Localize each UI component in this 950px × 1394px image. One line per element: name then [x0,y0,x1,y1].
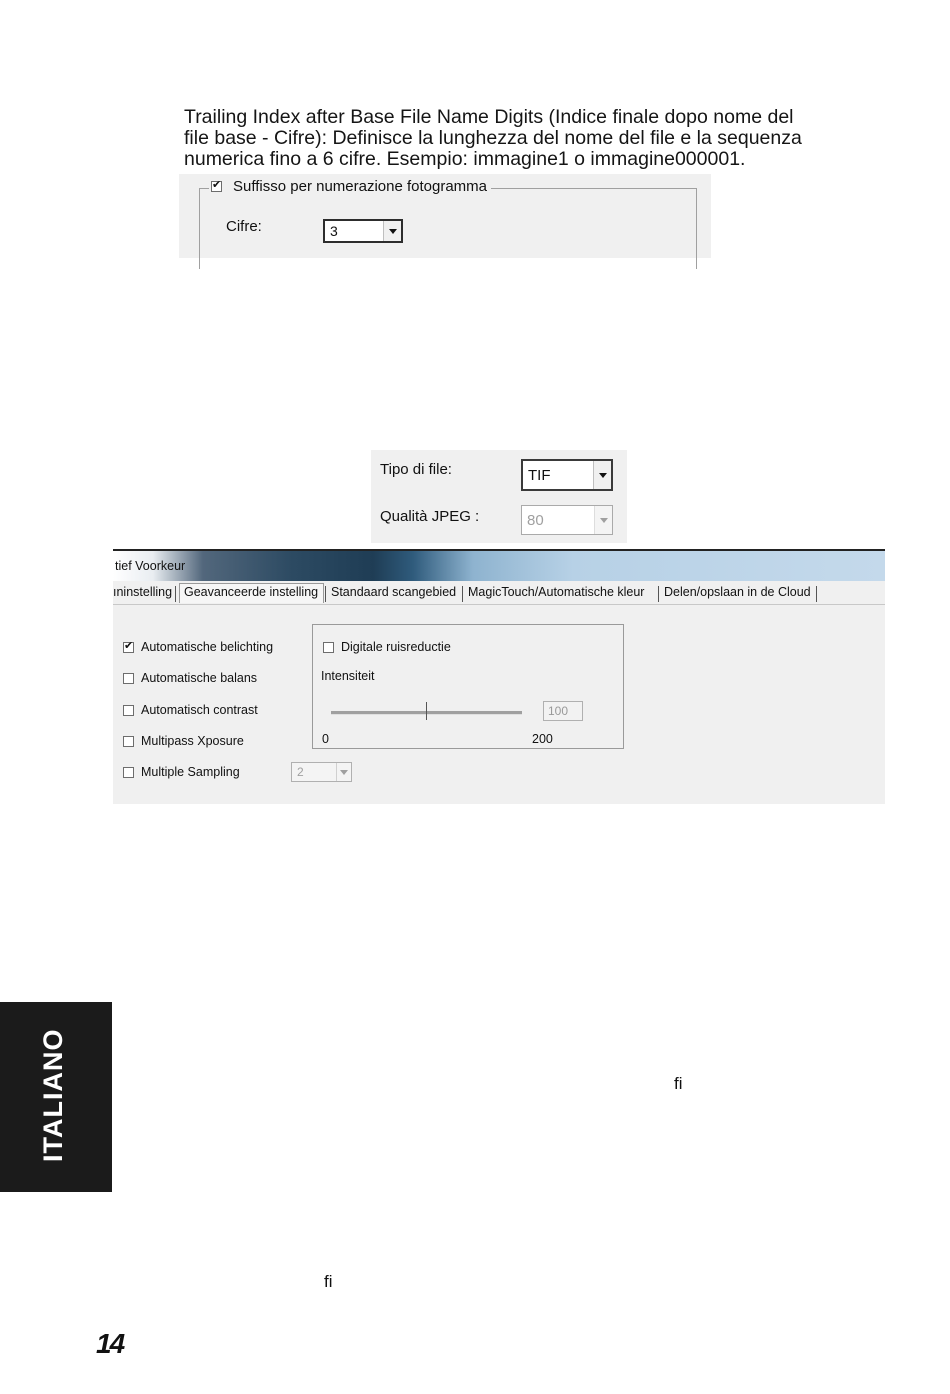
option-checkbox[interactable] [123,767,134,778]
paragraph-line: file base - Cifre): Definisce la lunghezza del nome del file e la sequenza [184,127,802,149]
digits-dropdown[interactable] [323,219,403,243]
suffix-checkbox-label: Suffisso per numerazione fotogramma [233,178,488,195]
paragraph-line: numerica fino a 6 cifre. Esempio: immagine1 o immagine000001. [184,148,746,170]
noise-reduction-label: Digitale ruisreductie [341,640,451,654]
file-type-dropdown[interactable] [521,459,613,491]
option-checkbox[interactable] [123,736,134,747]
dropdown-arrow-icon[interactable] [383,221,401,241]
sampling-count-dropdown [291,762,352,782]
suffix-checkbox-row[interactable] [209,178,491,195]
intensity-min-label: 0 [322,732,329,746]
option-label: Automatisch contrast [141,703,258,717]
file-type-panel [371,450,627,543]
tab-standaard-scangebied[interactable]: Standaard scangebied [331,585,457,599]
body-paragraph [184,107,824,170]
groupbox-frame [199,188,697,269]
file-type-value: TIF [528,466,551,484]
option-label: Automatische belichting [141,640,274,654]
option-checkbox[interactable] [123,642,134,653]
jpeg-quality-dropdown [521,505,613,535]
dropdown-arrow-icon [336,763,351,781]
file-type-label: Tipo di file: [380,461,452,478]
intensity-label: Intensiteit [321,669,375,683]
option-label: Automatische balans [141,671,258,685]
preferences-dialog [113,549,885,804]
intensity-slider-thumb[interactable] [426,702,432,720]
dropdown-arrow-icon [594,506,612,534]
tab-separator [816,586,817,602]
digits-label: Cifre: [226,218,262,235]
tab-separator [175,586,176,602]
tab-geavanceerde-instelling[interactable]: Geavanceerde instelling [184,585,319,599]
sampling-count-value: 2 [297,765,304,779]
noise-reduction-checkbox[interactable] [323,642,334,653]
option-auto-balance[interactable] [123,671,257,685]
tab-delen-opslaan[interactable]: Delen/opslaan in de Cloud [664,585,811,599]
title-bar [113,549,885,581]
intensity-value-box: 100 [543,701,583,721]
tab-separator [462,586,463,602]
tab-instelling[interactable]: ıninstelling [113,585,173,599]
option-auto-exposure[interactable] [123,640,273,654]
suffix-checkbox[interactable] [211,181,222,192]
window-title: tief Voorkeur [115,559,186,573]
jpeg-quality-value: 80 [527,511,544,529]
option-label: Multiple Sampling [141,765,240,779]
language-side-tab-label: ITALIANO [38,1028,68,1162]
stray-glyph: ﬁ [324,1272,333,1291]
dropdown-arrow-icon[interactable] [593,461,611,489]
option-auto-contrast[interactable] [123,703,258,717]
option-checkbox[interactable] [123,705,134,716]
tab-strip [113,581,885,605]
tab-separator [658,586,659,602]
option-label: Multipass Xposure [141,734,244,748]
option-checkbox[interactable] [123,673,134,684]
option-multipass-xposure[interactable] [123,734,244,748]
page-number: 14 [96,1328,124,1359]
tab-magictouch[interactable]: MagicTouch/Automatische kleur [468,585,645,599]
option-multiple-sampling[interactable] [123,765,240,779]
frame-suffix-panel [179,174,711,258]
paragraph-line: Trailing Index after Base File Name Digits (Indice finale dopo nome del [184,106,794,128]
tab-separator [325,586,326,602]
intensity-max-label: 200 [532,732,553,746]
jpeg-quality-label: Qualità JPEG : [380,508,480,525]
stray-glyph: ﬁ [674,1074,683,1093]
noise-reduction-checkbox-row[interactable] [323,640,451,654]
digits-value: 3 [330,223,338,239]
